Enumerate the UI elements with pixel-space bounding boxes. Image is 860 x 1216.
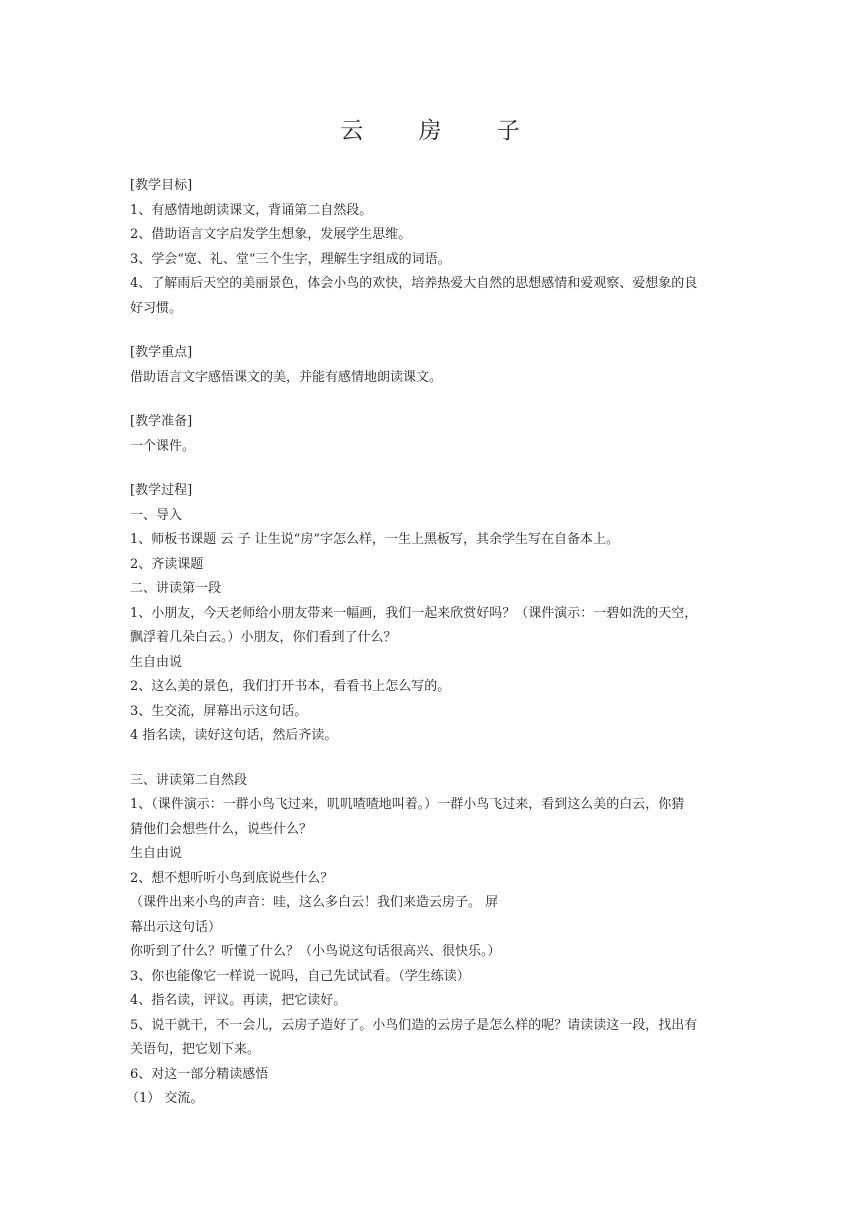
paragraph-line: 3、生交流，屏幕出示这句话。 bbox=[130, 703, 308, 719]
paragraph-line: 1、（课件演示：一群小鸟飞过来，叽叽喳喳地叫着。）一群小鸟飞过来，看到这么美的白云，你猜 bbox=[130, 797, 685, 812]
blank-line bbox=[130, 749, 730, 769]
paragraph-line: 一个课件。 bbox=[130, 438, 196, 454]
paragraph-line: 3、学会“宽、礼、堂”三个生字，理解生字组成的词语。 bbox=[130, 251, 451, 267]
paragraph-line: 二、讲读第一段 bbox=[130, 581, 222, 596]
paragraph-line: 2、想不想听听小鸟到底说些什么？ bbox=[130, 870, 334, 886]
section-heading-process: [教学过程] bbox=[130, 483, 193, 498]
paragraph-line: 4、了解雨后天空的美丽景色，体会小鸟的欢快，培养热爱大自然的思想感情和爱观察、爱想象的良 bbox=[130, 276, 698, 291]
paragraph-line: 生自由说 bbox=[130, 846, 183, 861]
blank-line bbox=[130, 390, 730, 410]
document-body bbox=[126, 174, 730, 1112]
paragraph-line: 1、小朋友，今天老师给小朋友带来一幅画，我们一起来欣赏好吗？（课件演示：一碧如洗的天空， bbox=[130, 605, 698, 621]
paragraph-line: 4、指名读，评议。再读，把它读好。 bbox=[130, 993, 347, 1008]
paragraph-line: 生自由说 bbox=[130, 654, 183, 670]
paragraph-line: 幕出示这句话） bbox=[130, 919, 222, 935]
paragraph-line: 5、说干就干，不一会儿，云房子造好了。小鸟们造的云房子是怎么样的呢？请读读这一段，找出有 bbox=[130, 1017, 698, 1033]
paragraph-line: 6、对这一部分精读感悟 bbox=[130, 1066, 269, 1082]
paragraph-line: 1、师板书课题 云 子 让生说“房”字怎么样，一生上黑板写，其余学生写在自备本上。 bbox=[130, 532, 619, 547]
paragraph-line: 好习惯。 bbox=[130, 300, 183, 316]
blank-line bbox=[130, 321, 730, 341]
paragraph-line: 飘浮着几朵白云。）小朋友，你们看到了什么？ bbox=[130, 630, 397, 645]
paragraph-line: 三、讲读第二自然段 bbox=[130, 772, 248, 788]
section-heading-focus: [教学重点] bbox=[130, 345, 193, 360]
paragraph-line: 1、有感情地朗读课文，背诵第二自然段。 bbox=[130, 202, 373, 218]
paragraph-line: 4 指名读，读好这句话，然后齐读。 bbox=[130, 728, 338, 743]
section-heading-preparation: [教学准备] bbox=[130, 414, 193, 429]
paragraph-line: 3、你也能像它一样说一说吗，自己先试试看。（学生练读） bbox=[130, 968, 470, 984]
paragraph-line: 2、这么美的景色，我们打开书本，看看书上怎么写的。 bbox=[130, 679, 451, 694]
paragraph-line: 2、齐读课题 bbox=[130, 556, 204, 572]
section-heading-goals: [教学目标] bbox=[130, 178, 193, 193]
paragraph-line: 借助语言文字感悟课文的美，并能有感情地朗读课文。 bbox=[130, 369, 443, 385]
paragraph-line: 猜他们会想些什么，说些什么？ bbox=[130, 821, 313, 837]
blank-line bbox=[130, 459, 730, 479]
paragraph-line: 你听到了什么？听懂了什么？（小鸟说这句话很高兴、很快乐。） bbox=[130, 944, 501, 959]
paragraph-line: 关语句，把它划下来。 bbox=[130, 1042, 261, 1057]
document-title: 云 房 子 bbox=[340, 118, 544, 144]
paragraph-line: （1） 交流。 bbox=[126, 1091, 204, 1106]
paragraph-line: （课件出来小鸟的声音：哇，这么多白云！我们来造云房子。 屏 bbox=[130, 895, 499, 910]
paragraph-line: 一、导入 bbox=[130, 507, 183, 523]
paragraph-line: 2、借助语言文字启发学生想象，发展学生思维。 bbox=[130, 227, 412, 242]
